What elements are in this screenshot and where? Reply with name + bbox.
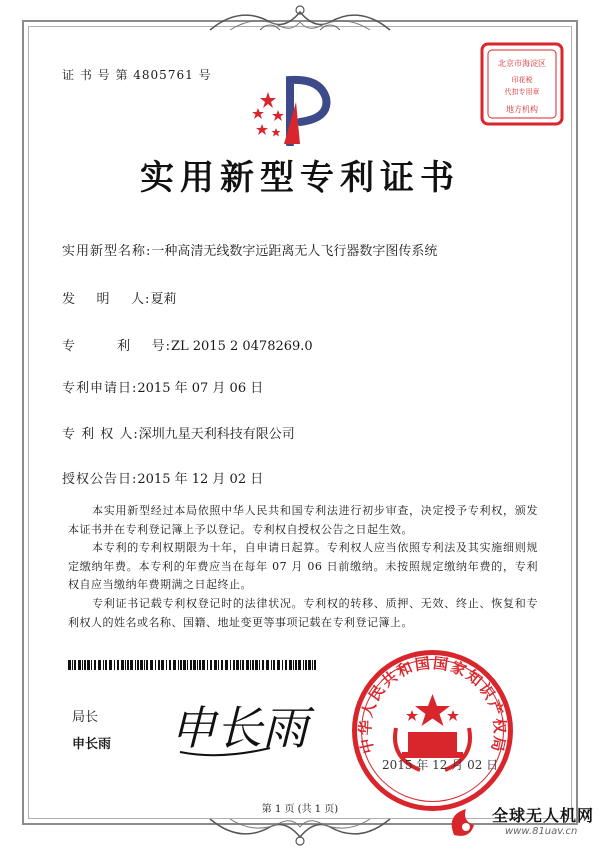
svg-text:北京市海淀区: 北京市海淀区 [498,59,546,68]
watermark-url: www.81uav.cn [505,826,578,837]
barcode-icon [68,660,318,670]
body-paragraph-2: 本专利的专利权期限为十年，自申请日起算。专利权人应当依照专利法及其实施细则规定缴纳年费。本专利的年费应当在每年 07 月 06 日前缴纳。未按照规定缴纳年费的，专利权自应当缴纳年费期满之日起终止。 [68,541,538,591]
watermark-text: 全球无人机网 [492,806,595,825]
field-value: 2015 年 07 月 06 日 [137,381,264,396]
svg-text:印花税: 印花税 [511,76,533,84]
svg-text:代扣专用章: 代扣专用章 [504,88,540,96]
field-value: 2015 年 12 月 02 日 [137,472,264,487]
certificate-number-label: 证 书 号 第 [62,68,129,82]
director-signature-icon [160,682,360,767]
svg-text:中华人民共和国国家知识产权局: 中华人民共和国国家知识产权局 [356,653,509,756]
field-label: 授权公告日: [62,472,138,487]
certificate-title: 实用新型专利证书 [140,158,460,198]
bottom-ornament-icon [200,813,400,849]
field-value: 夏莉 [150,292,177,307]
field-filing-date [62,377,263,396]
official-seal-icon [350,648,515,813]
field-utility-model-name [62,240,437,259]
field-label: 专 利 权 人: [62,427,139,442]
page-number: 第 1 页 (共 1 页) [261,804,339,815]
field-label: 专 利 号: [62,339,171,354]
field-label: 实用新型名称: [62,244,152,259]
tax-stamp-icon [478,40,566,128]
certificate-number-value: 4805761 [133,68,194,82]
body-paragraph-1: 本实用新型经过本局依照中华人民共和国专利法进行初步审查，决定授予专利权，颁发本证书并在专利登记簿上予以登记。专利权自授权公告之日起生效。 [68,504,538,536]
field-grant-date [62,468,263,487]
svg-text:申长雨: 申长雨 [170,701,308,755]
body-paragraph-3: 专利证书记载专利权登记时的法律状况。专利权的转移、质押、无效、终止、恢复和专利权人的姓名或名称、国籍、地址变更等事项记载在专利登记簿上。 [68,597,538,629]
field-label: 发 明 人: [62,292,151,307]
field-patentee [62,423,295,442]
field-value: ZL 2015 2 0478269.0 [170,339,313,354]
svg-text:地方机构: 地方机构 [506,105,538,114]
field-inventor [62,288,176,307]
top-ornament-icon [200,0,400,36]
seal-date: 2015 年 12 月 02 日 [382,758,499,772]
director-title: 局长 [72,710,99,725]
field-value: 深圳九星天利科技有限公司 [138,427,295,442]
certificate-number-suffix: 号 [198,68,212,82]
cnipa-logo-icon [248,72,338,146]
director-name: 申长雨 [72,737,112,752]
field-value: 一种高清无线数字远距离无人飞行器数字图传系统 [151,244,438,259]
field-patent-number [62,335,313,354]
field-label: 专利申请日: [62,381,138,396]
certificate-number [62,66,212,83]
